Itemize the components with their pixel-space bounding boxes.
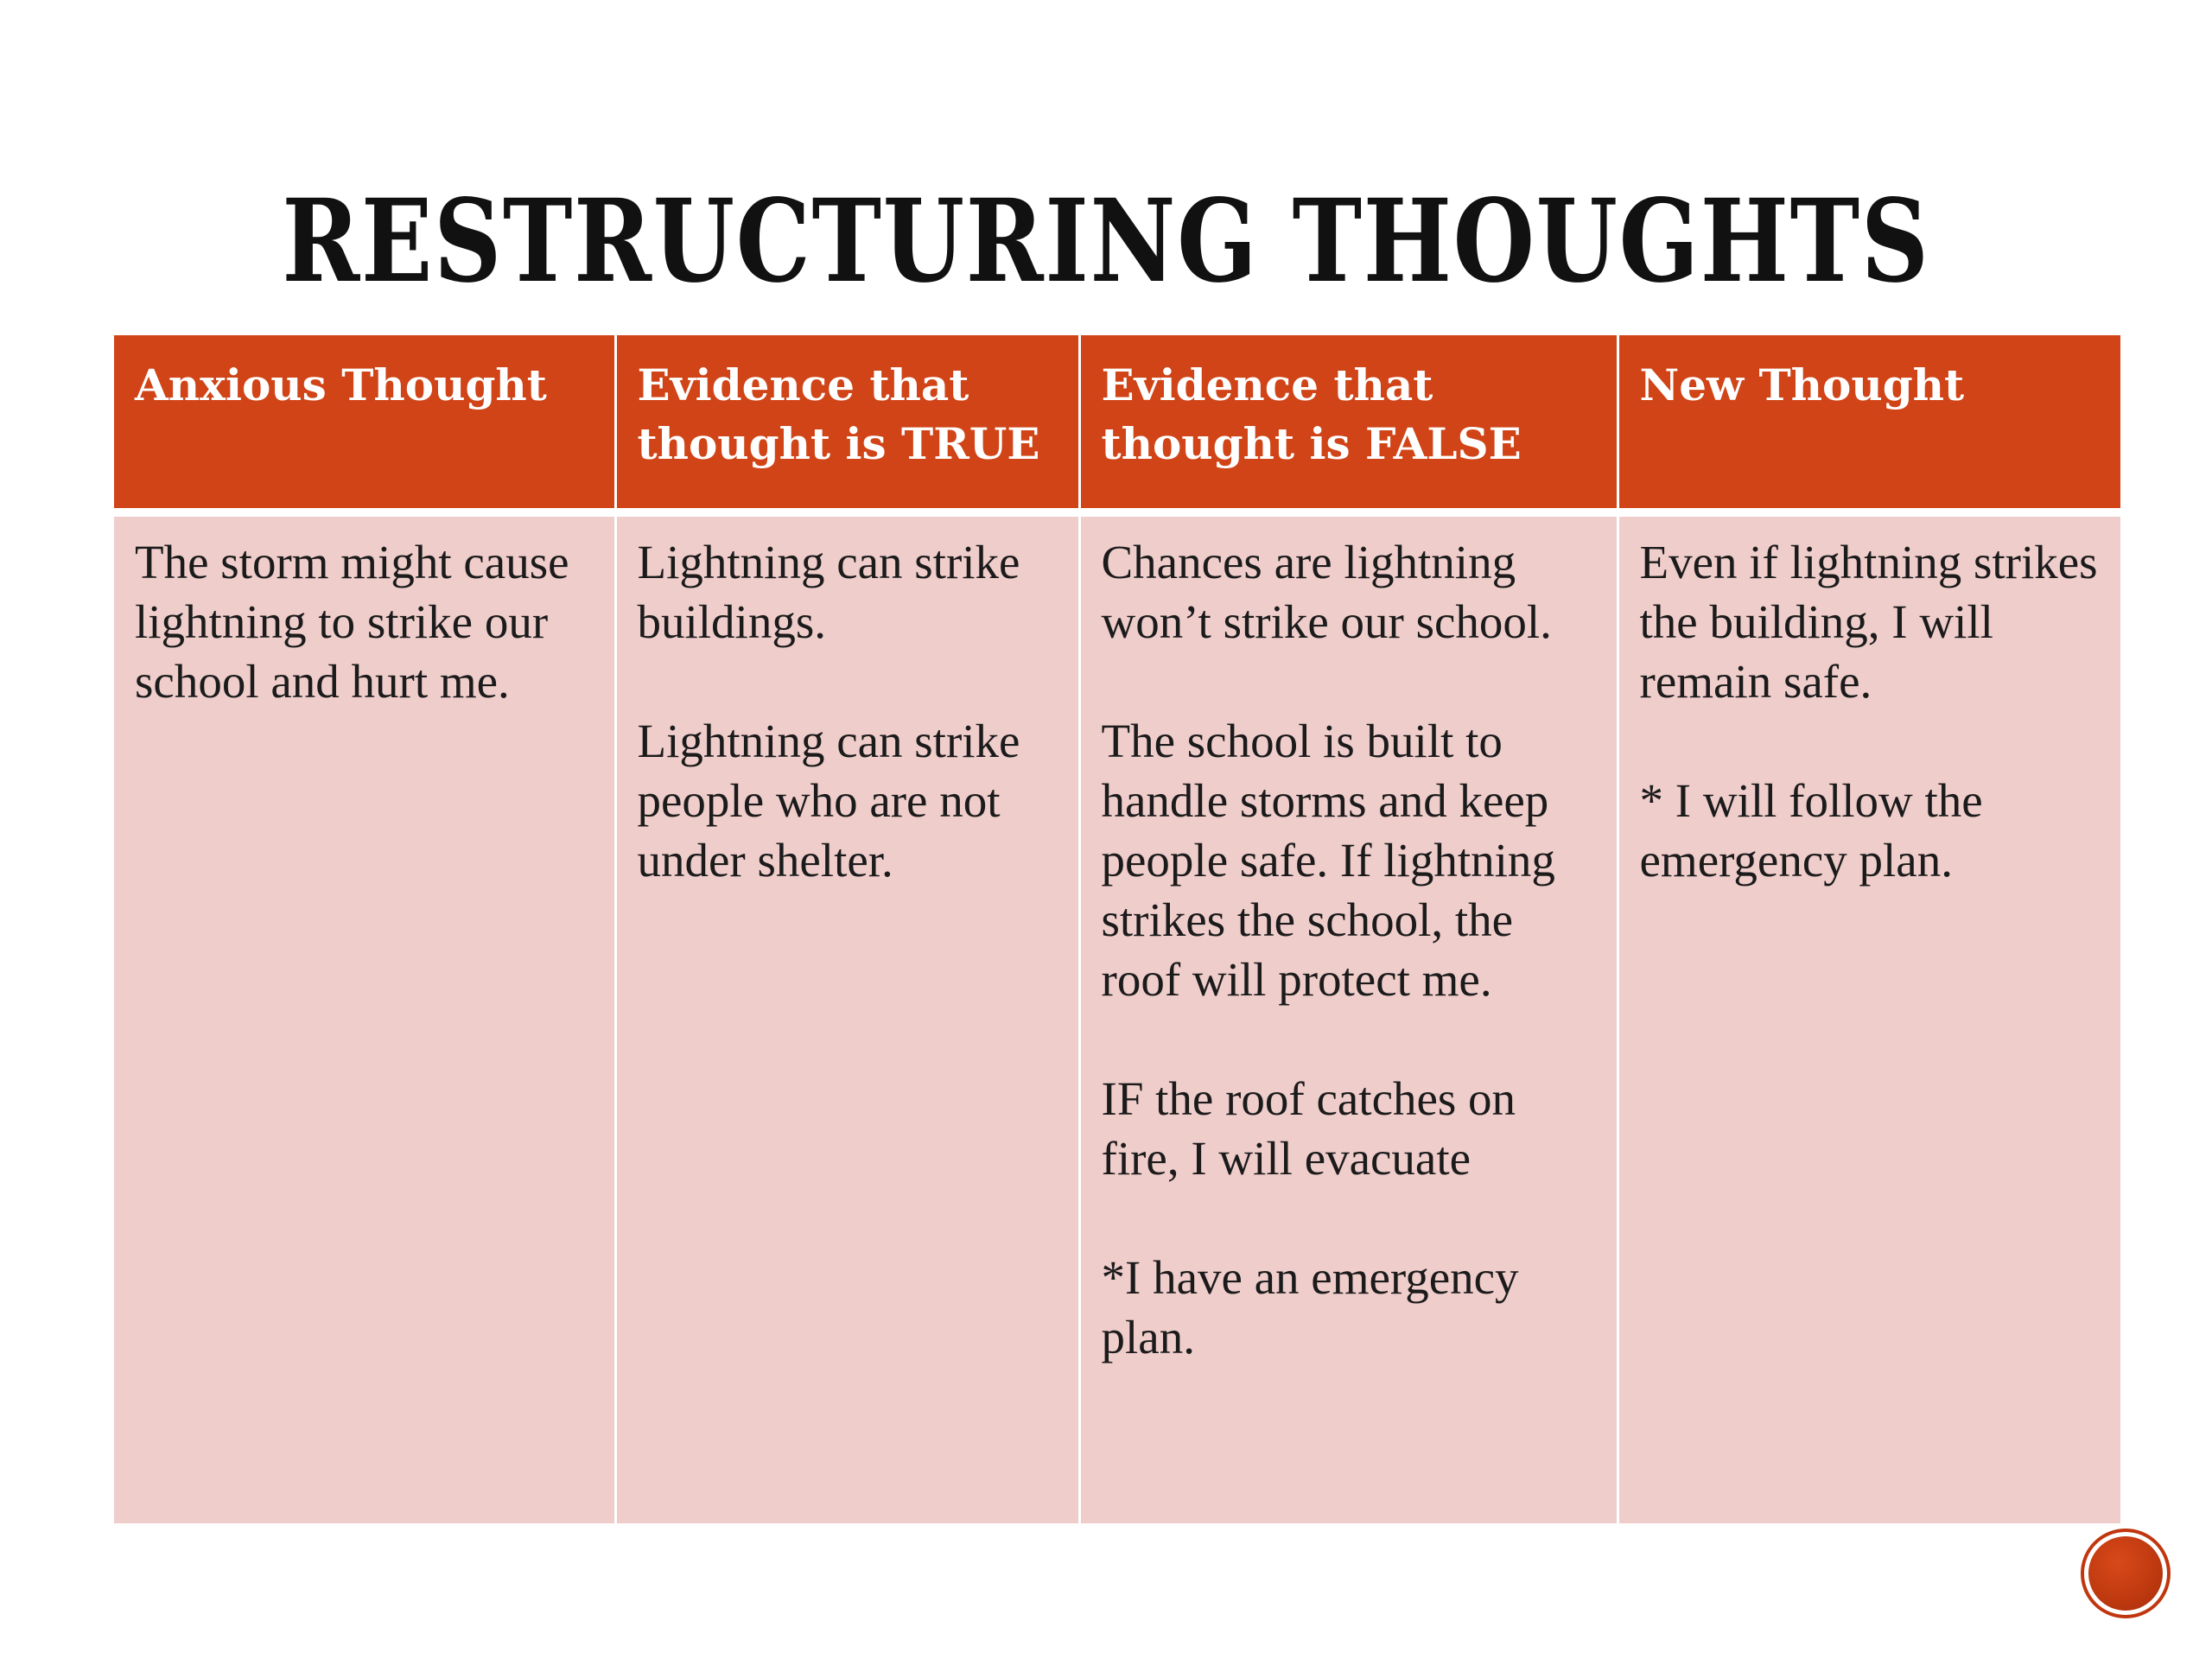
circle-button-fill [2088, 1536, 2163, 1611]
cell-paragraph: *I have an emergency plan. [1101, 1251, 1519, 1363]
slide-title: RESTRUCTURING THOUGHTS [282, 175, 1930, 308]
cell-paragraph: Even if lightning strikes the building, I will remain safe. [1639, 536, 2098, 708]
cell-paragraph: The school is built to handle storms and keep people safe. If lightning strikes the school, the roof will protect me. [1101, 715, 1555, 1006]
header-evidence-true: Evidence that thought is TRUE [615, 335, 1079, 512]
cell-paragraph: IF the roof catches on fire, I will evacuate [1101, 1072, 1516, 1185]
restructuring-table [114, 335, 2120, 1523]
cell-paragraph: Lightning can strike buildings. [637, 536, 1020, 648]
cell-paragraph: * I will follow the emergency plan. [1639, 774, 1983, 887]
header-anxious-thought: Anxious Thought [114, 335, 615, 512]
header-evidence-false: Evidence that thought is FALSE [1079, 335, 1618, 512]
cell-new-thought [1618, 512, 2120, 1523]
circle-button-icon[interactable] [2081, 1529, 2171, 1618]
cell-paragraph: Chances are lightning won’t strike our school. [1101, 536, 1552, 648]
header-new-thought: New Thought [1618, 335, 2120, 512]
cell-evidence-false [1079, 512, 1618, 1523]
thought-table [114, 335, 2120, 1523]
cell-paragraph: Lightning can strike people who are not under shelter. [637, 715, 1020, 887]
table-row [114, 512, 2120, 1523]
cell-paragraph: The storm might cause lightning to strike our school and hurt me. [135, 536, 569, 708]
cell-evidence-true [615, 512, 1079, 1523]
table-header-row [114, 335, 2120, 512]
cell-anxious-thought [114, 512, 615, 1523]
